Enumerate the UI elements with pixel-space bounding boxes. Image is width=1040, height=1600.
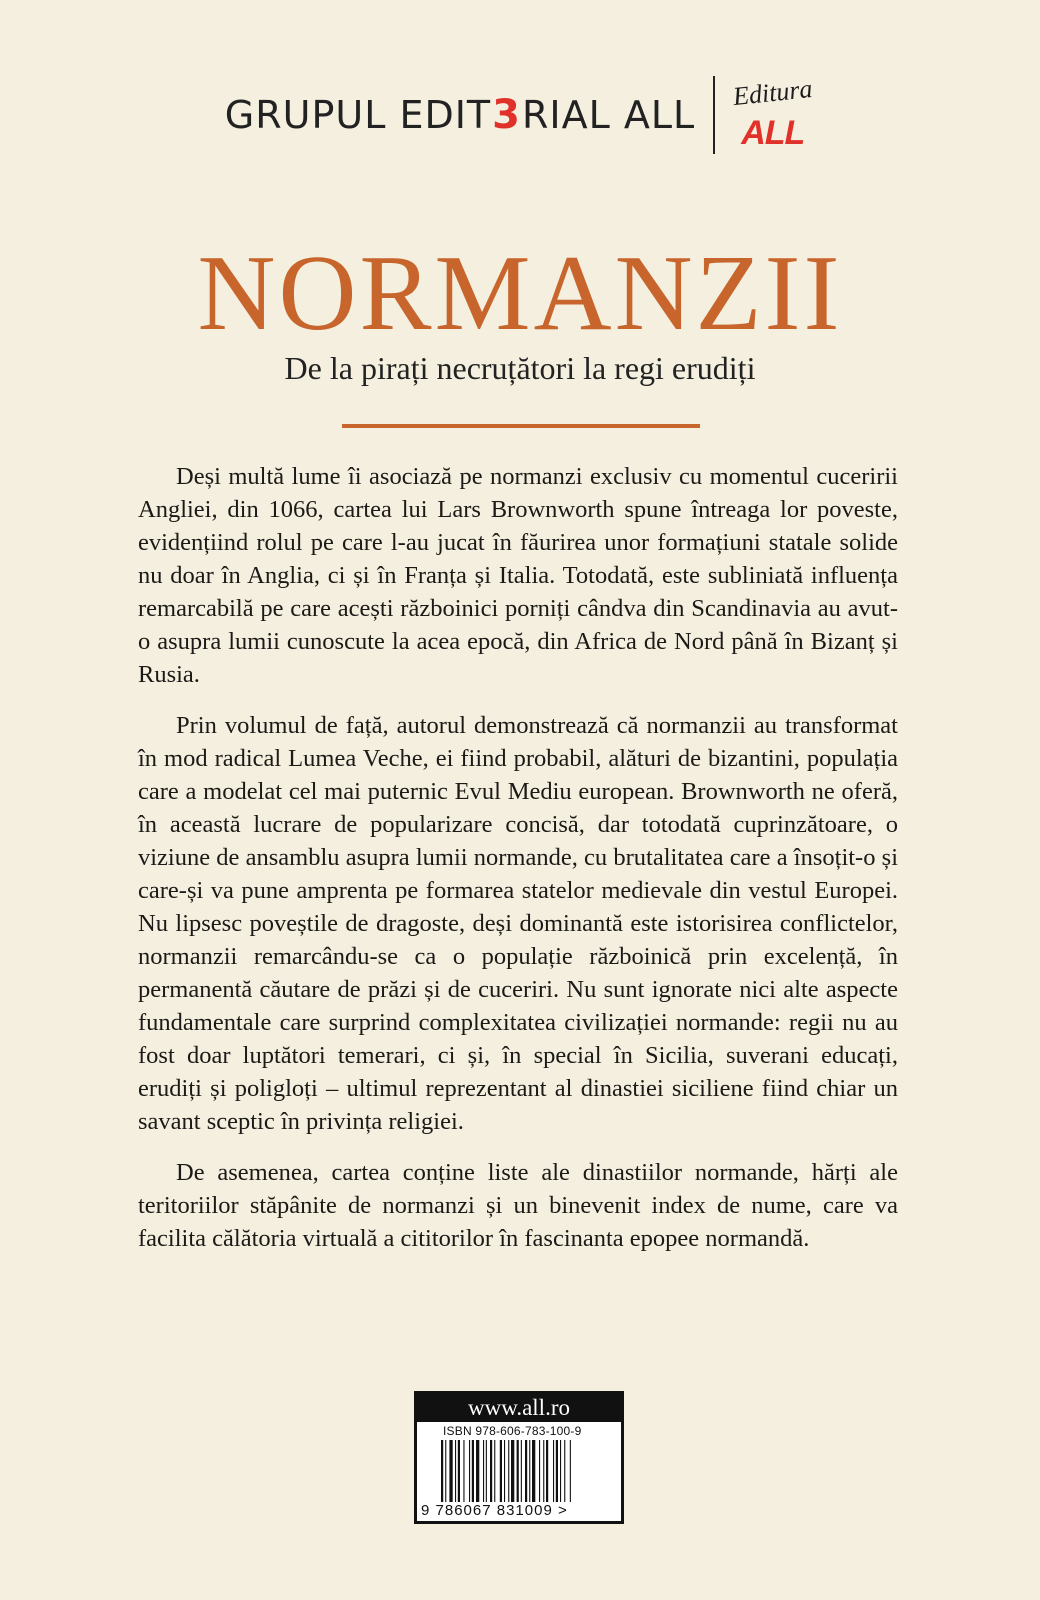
- book-subtitle: De la pirați necruțători la regi erudiți: [284, 350, 756, 386]
- website-url: www.all.ro: [417, 1394, 621, 1422]
- barcode-icon: [441, 1440, 611, 1502]
- barcode-block: [414, 1391, 624, 1524]
- description-paragraph: Deși multă lume îi asociază pe normanzi exclusiv cu momentul cuceririi Angliei, din 1066, cartea lui Lars Brownworth spune întreaga lor poveste, evidențiind rolul pe care l-au jucat în făurirea unor formațiuni statale solide nu doar în Anglia, ci și în Franța și Italia. Totodată, este subliniată influența remarcabilă pe care acești războinici porniți cândva din Scandinavia au avut-o asupra lumii cunoscute la acea epocă, din Africa de Nord până în Bizanț și Rusia.: [138, 463, 898, 688]
- publisher-header: [0, 73, 1040, 154]
- editura-script: Editura: [731, 73, 814, 112]
- publisher-name-accent: 3: [492, 92, 521, 138]
- barcode-digits: 9 786067 831009 >: [421, 1502, 568, 1519]
- editura-all-mark: ALL: [741, 114, 805, 152]
- isbn-label: ISBN 978-606-783-100-9: [443, 1424, 582, 1438]
- description-paragraph: Prin volumul de față, autorul demonstrează că normanzii au transformat în mod radical Lumea Veche, ei fiind probabil, alături de bizantini, populația care a modelat cel mai puternic Evul Mediu european. Brownworth ne oferă, în această lucrare de popularizare concisă, dar totodată cuprinzătoare, o viziune de ansamblu asupra lumii normande, cu brutalitatea care a însoțit-o și care-și va pune amprenta pe formarea statelor medievale din vestul Europei. Nu lipsesc poveștile de dragoste, deși dominantă este istorisirea conflictelor, normanzii remarcându-se ca o populație războinică prin excelență, în permanentă căutare de prăzi și de cuceriri. Nu sunt ignorate nici alte aspecte fundamentale care surprind complexitatea civilizației normande: regii nu au fost doar luptători temerari, ci și, în special în Sicilia, suverani educați, erudiți și poligloți – ultimul reprezentant al dinastiei siciliene fiind chiar un savant sceptic în privința religiei.: [138, 712, 898, 1135]
- book-title: NORMANZII: [197, 234, 843, 353]
- publisher-name: [224, 92, 696, 138]
- description-paragraph: De asemenea, cartea conține liste ale dinastiilor normande, hărți ale teritoriilor stăpânite de normanzi și un binevenit index de nume, care va facilita călătoria virtuală a cititorilor în fascinanta epopee normandă.: [138, 1159, 898, 1252]
- publisher-name-part1: GRUPUL EDIT: [224, 93, 492, 137]
- publisher-name-part2: RIAL ALL: [521, 93, 696, 137]
- editura-all-logo: [731, 73, 815, 154]
- publisher-divider: [713, 76, 715, 154]
- title-divider: [342, 424, 700, 428]
- book-description: [138, 460, 898, 1273]
